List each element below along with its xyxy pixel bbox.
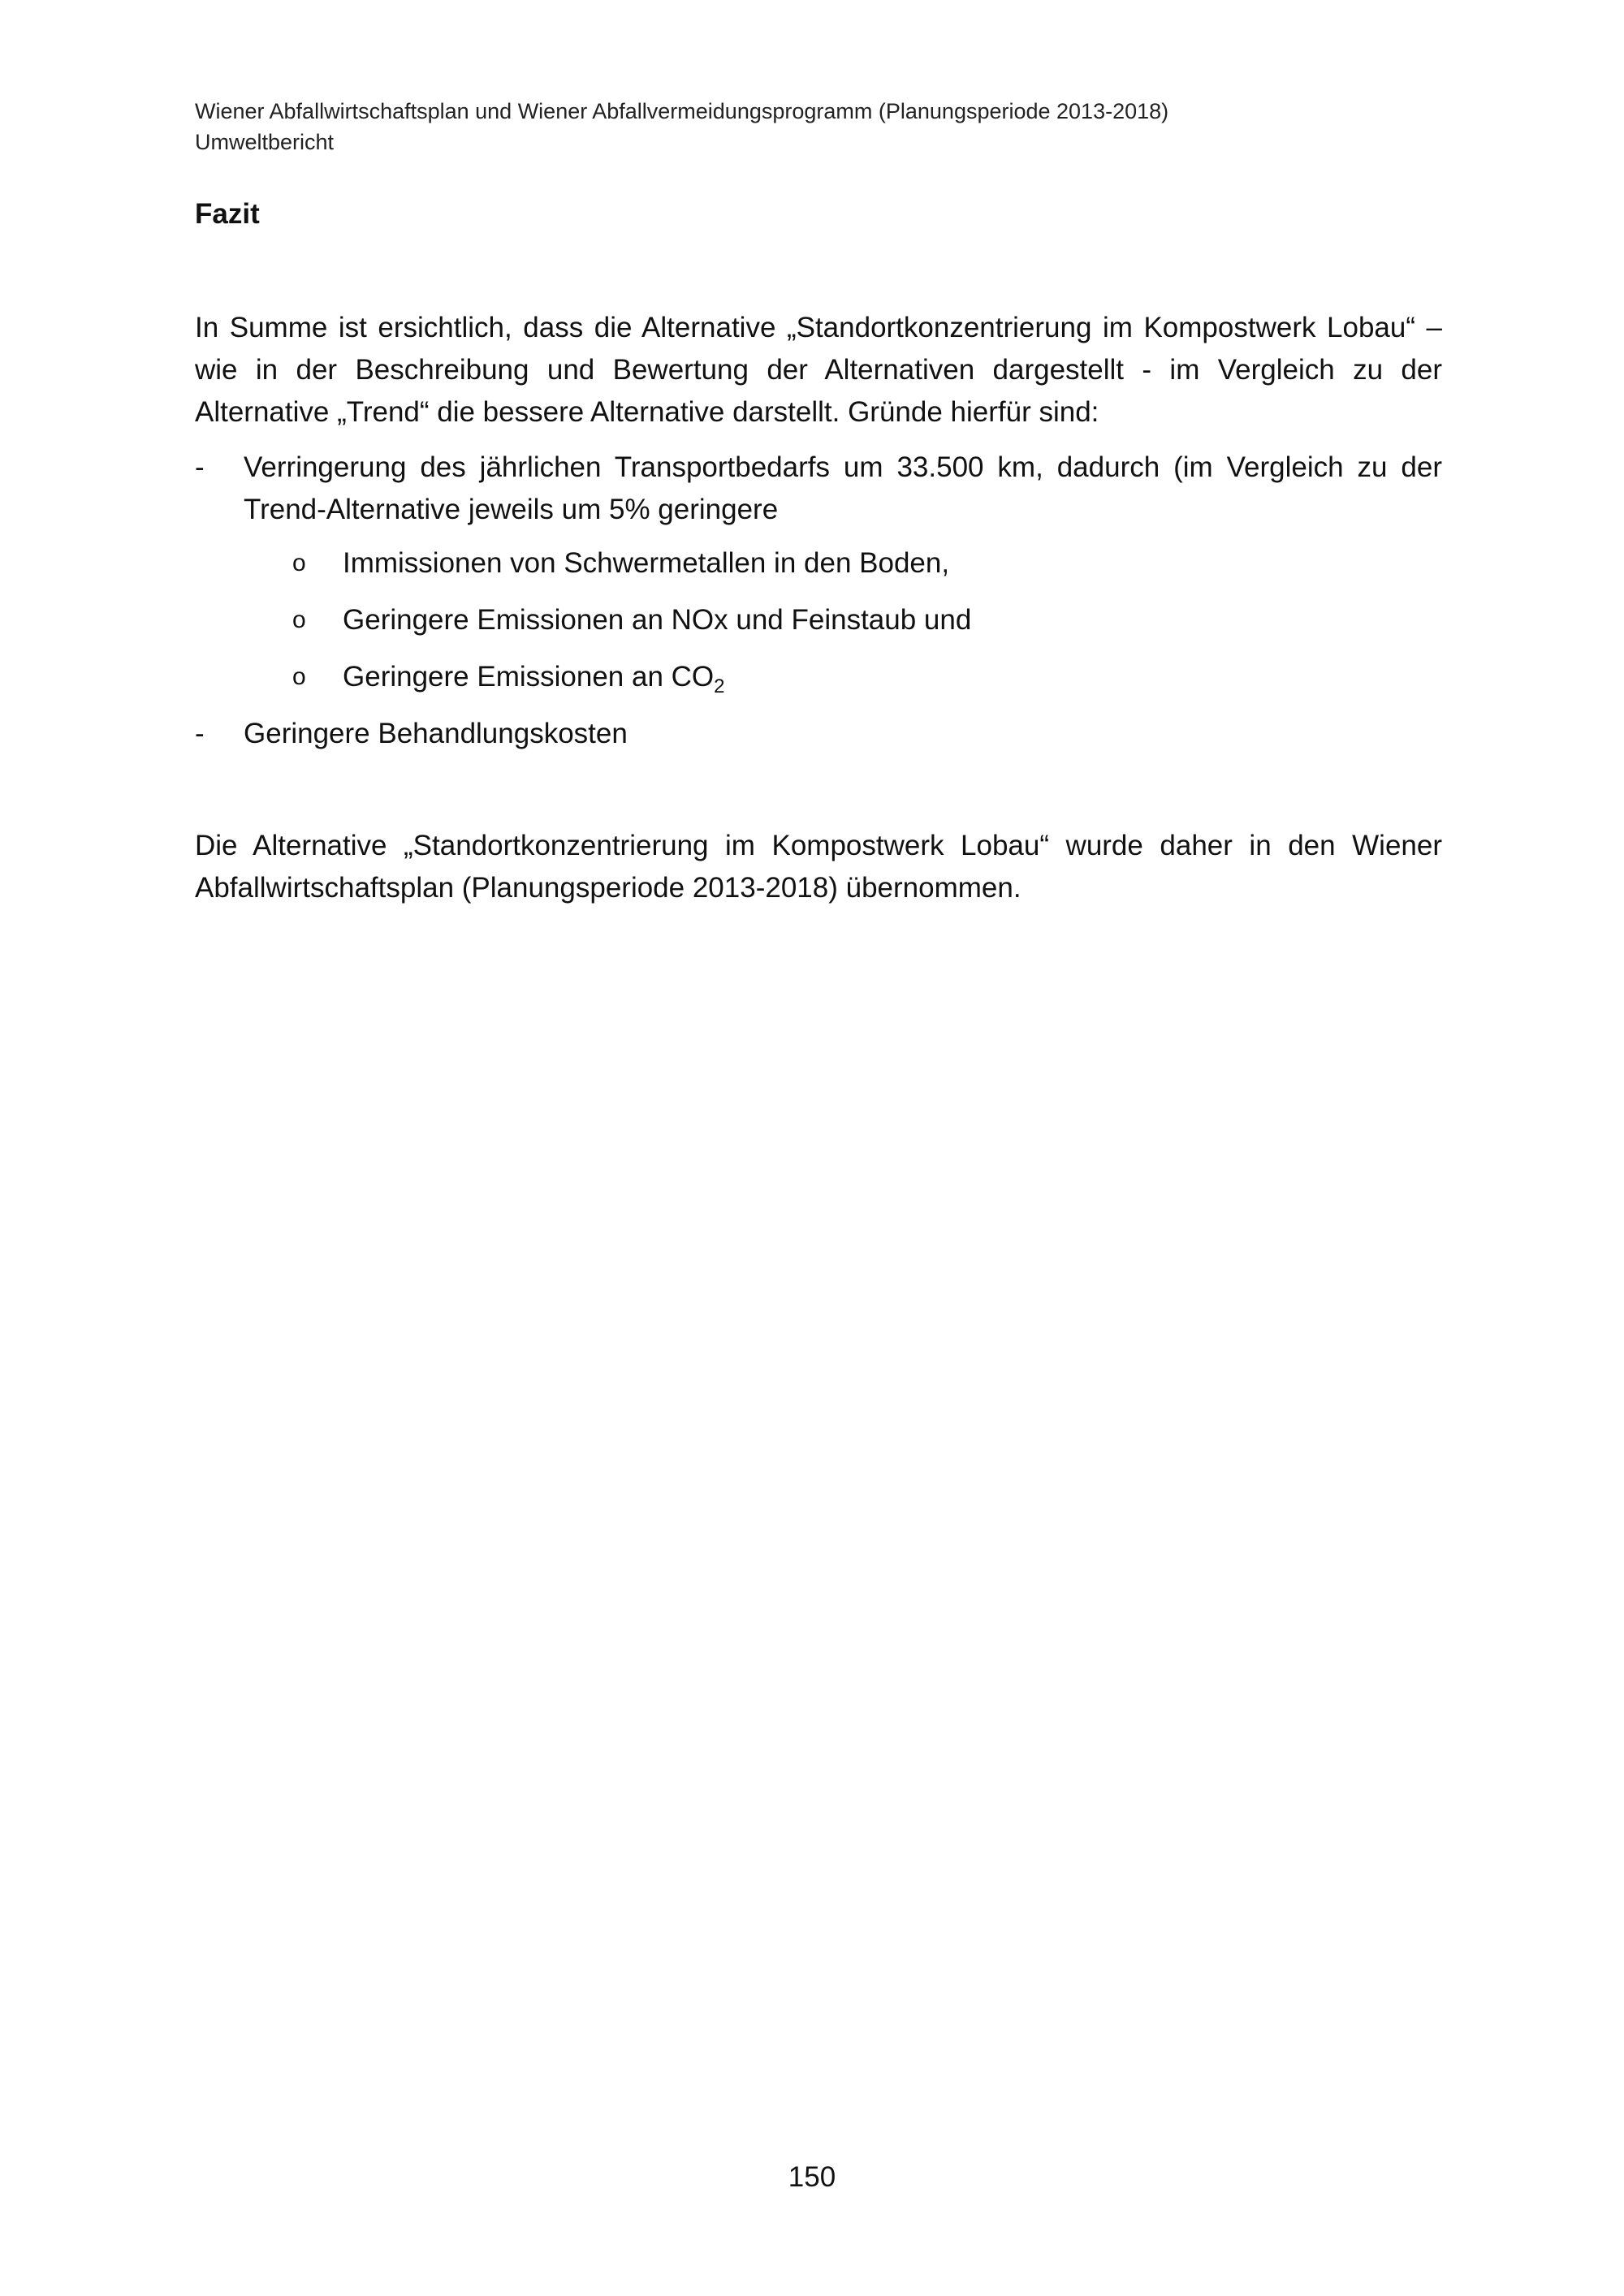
running-header xyxy=(195,96,1445,158)
header-subtitle: Umweltbericht xyxy=(195,130,335,154)
sub-list-item-text: Immissionen von Schwermetallen in den Boden, xyxy=(343,547,950,579)
list-item xyxy=(195,713,1442,755)
sub-list-item-text: Geringere Emissionen an NOx und Feinstaub und xyxy=(343,604,972,636)
circle-bullet-marker: o xyxy=(292,550,306,576)
intro-paragraph: In Summe ist ersichtlich, dass die Alternative „Standortkonzentrierung im Kompostwerk Lobau“ – wie in der Beschreibung und Bewertung der Alternativen dargestellt - im Vergleich zu der Alternative „Trend“ die bessere Alternative darstellt. Gründe hierfür sind: xyxy=(195,312,1442,428)
section-heading: Fazit xyxy=(195,198,260,230)
dash-bullet-marker: - xyxy=(195,718,205,749)
circle-bullet-marker: o xyxy=(292,606,306,633)
header-title: Wiener Abfallwirtschaftsplan und Wiener Abfallvermeidungsprogramm (Planungsperiode 2013-2018) xyxy=(195,99,1169,123)
sub-list-item xyxy=(292,542,1348,585)
dash-bullet-marker: - xyxy=(195,451,205,483)
sub-list-item xyxy=(292,656,1348,698)
sub-list-item-text xyxy=(343,656,1348,698)
conclusion-paragraph: Die Alternative „Standortkonzentrierung im Kompostwerk Lobau“ wurde daher in den Wiener Abfallwirtschaftsplan (Planungsperiode 2013-2018) übernommen. xyxy=(195,830,1442,904)
subscript-digit: 2 xyxy=(714,675,725,697)
list-item xyxy=(195,447,1442,531)
list-item-text: Geringere Behandlungskosten xyxy=(244,718,628,749)
page-number: 150 xyxy=(788,2161,836,2193)
circle-bullet-marker: o xyxy=(292,663,306,690)
list-item-text: Verringerung des jährlichen Transportbedarfs um 33.500 km, dadurch (im Vergleich zu der Trend-Alternative jeweils um 5% geringere xyxy=(244,451,1442,525)
sub-list-item-text-main: Geringere Emissionen an CO xyxy=(343,661,715,693)
sub-list-item xyxy=(292,599,1348,641)
